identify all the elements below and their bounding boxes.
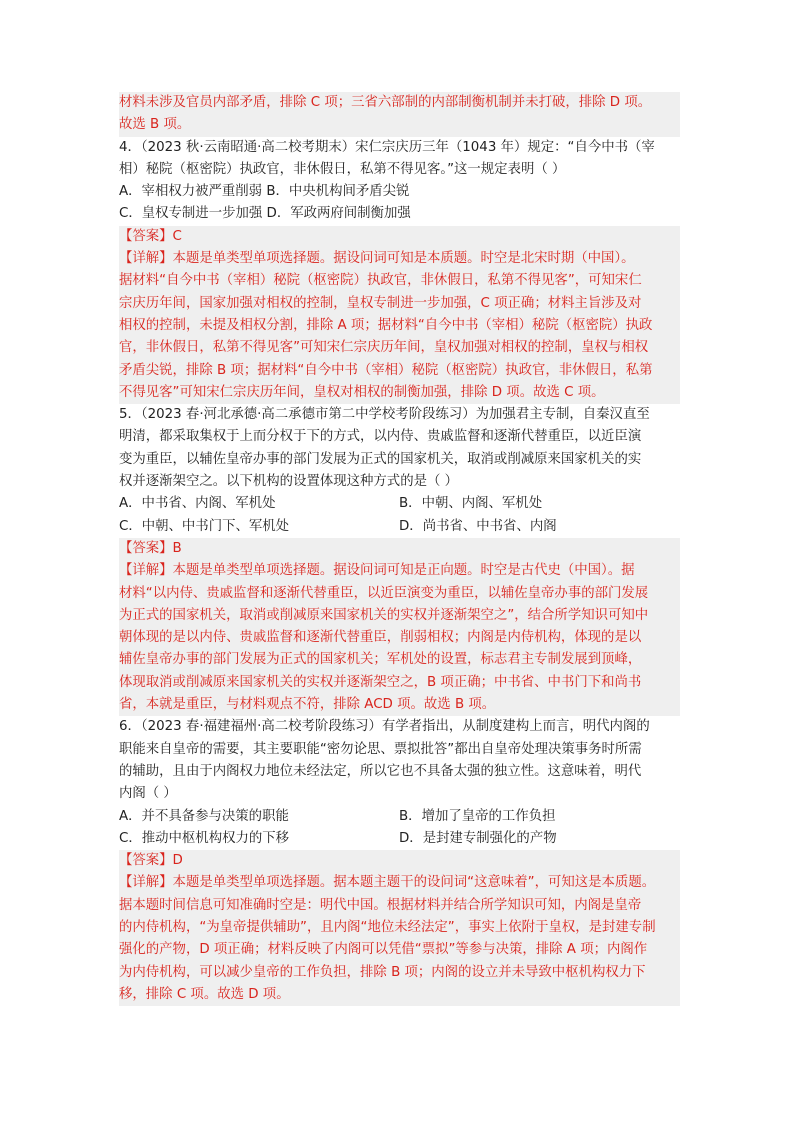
document-page — [119, 92, 680, 1006]
option-a: A．中书省、内阁、军机处 — [119, 496, 276, 512]
explanation-line: 移，排除 C 项。故选 D 项。 — [119, 986, 290, 1002]
explanation-line: 据本题时间信息可知准确时空是：明代中国。根据材料并结合所学知识可知，内阁是皇帝 — [119, 897, 642, 913]
question-stem-line: 内阁（ ） — [119, 786, 177, 802]
explanation-line: 为内侍机构，可以减少皇帝的工作负担，排除 B 项；内阁的设立并未导致中枢机构权力下 — [119, 964, 646, 980]
question-stem-line: 相）秘院（枢密院）执政官，非休假日，私第不得见客。”这一规定表明（ ） — [119, 161, 566, 177]
question-4 — [119, 137, 680, 405]
option-row — [119, 806, 680, 828]
option-d: D．尚书省、中书省、内阁 — [399, 518, 557, 534]
option-row — [119, 828, 680, 850]
text-line: 故选 B 项。 — [119, 117, 191, 133]
explanation-line: 的内侍机构，“为皇帝提供辅助”，且内阁“地位未经法定”，事实上依附于皇权，是封建专制 — [119, 919, 656, 935]
explanation-line: 朝体现的是以内侍、贵戚监督和逐渐代替重臣，削弱相权；内阁是内侍机构，体现的是以 — [119, 630, 642, 646]
answer-block — [119, 538, 680, 716]
question-5 — [119, 404, 680, 716]
explanation-line: 宗庆历年间，国家加强对相权的控制，皇权专制进一步加强，C 项正确；材料主旨涉及对 — [119, 295, 642, 311]
question-stem-line: 权并逐渐架空之。以下机构的设置体现这种方式的是（ ） — [119, 474, 459, 490]
explanation-line: 【详解】本题是单类型单项选择题。据本题主题干的设问词“这意味着”，可知这是本质题。 — [119, 875, 656, 891]
explanation-line: 材料“以内侍、贵戚监督和逐渐代替重臣，以近臣演变为重臣，以辅佐皇帝办事的部门发展 — [119, 585, 649, 601]
option-row — [119, 493, 680, 515]
text-line: 材料未涉及官员内部矛盾，排除 C 项；三省六部制的内部制衡机制并未打破，排除 D 项。 — [119, 95, 652, 110]
option-a: A．并不具备参与决策的职能 — [119, 808, 289, 824]
option-d: D．是封建专制强化的产物 — [399, 830, 557, 846]
explanation-line: 【详解】本题是单类型单项选择题。据设问词可知是正向题。时空是古代史（中国）。据 — [119, 563, 635, 579]
option-c: C．推动中枢机构权力的下移 — [119, 830, 290, 846]
previous-explanation-tail — [119, 92, 680, 137]
question-stem-line: 5．（2023 春·河北承德·高二承德市第二中学校考阶段练习）为加强君主专制，自秦汉直至 — [119, 407, 650, 423]
question-stem-line: 职能来自皇帝的需要，其主要职能“密勿论思、票拟批答”都出自皇帝处理决策事务时所需 — [119, 741, 642, 757]
option-row — [119, 516, 680, 538]
answer-label: 【答案】C — [119, 228, 182, 244]
option-line: C．皇权专制进一步加强 D．军政两府间制衡加强 — [119, 206, 411, 222]
answer-label: 【答案】D — [119, 853, 183, 869]
question-6 — [119, 716, 680, 1006]
explanation-line: 矛盾尖锐，排除 B 项；据材料“自今中书（宰相）秘院（枢密院）执政官，非休假日，私第 — [119, 362, 653, 378]
answer-block — [119, 850, 680, 1006]
answer-block — [119, 226, 680, 404]
explanation-line: 强化的产物，D 项正确；材料反映了内阁可以凭借“票拟”等参与决策，排除 A 项；内阁作 — [119, 942, 648, 958]
explanation-line: 相权的控制，未提及相权分割，排除 A 项；据材料“自今中书（宰相）秘院（枢密院）执政 — [119, 317, 653, 333]
explanation-line: 据材料“自今中书（宰相）秘院（枢密院）执政官，非休假日，私第不得见客”，可知宋仁 — [119, 273, 642, 289]
explanation-line: 辅佐皇帝办事的部门发展为正式的国家机关；军机处的设置，标志君主专制发展到顶峰， — [119, 652, 642, 668]
question-stem-line: 4．（2023 秋·云南昭通·高二校考期末）宋仁宗庆历三年（1043 年）规定：“自今中书（宰 — [119, 139, 655, 155]
question-stem-line: 变为重臣，以辅佐皇帝办事的部门发展为正式的国家机关，取消或削减原来国家机关的实 — [119, 451, 642, 467]
answer-label: 【答案】B — [119, 540, 182, 556]
explanation-line: 省，本就是重臣，与材料观点不符，排除 ACD 项。故选 B 项。 — [119, 697, 496, 713]
explanation-line: 官，非休假日，私第不得见客”可知宋仁宗庆历年间，皇权加强对相权的控制，皇权与相权 — [119, 340, 649, 356]
question-stem-line: 的辅助，且由于内阁权力地位未经法定，所以它也不具备太强的独立性。这意味着，明代 — [119, 763, 642, 779]
explanation-line: 【详解】本题是单类型单项选择题。据设问词可知是本质题。时空是北宋时期（中国）。 — [119, 251, 635, 267]
explanation-line: 不得见客”可知宋仁宗庆历年间，皇权对相权的制衡加强，排除 D 项。故选 C 项。 — [119, 384, 605, 400]
option-c: C．中朝、中书门下、军机处 — [119, 518, 290, 534]
option-b: B．中朝、内阁、军机处 — [399, 496, 543, 512]
option-b: B．增加了皇帝的工作负担 — [399, 808, 556, 824]
option-line: A．宰相权力被严重削弱 B．中央机构间矛盾尖锐 — [119, 184, 410, 200]
question-stem-line: 明清，都采取集权于上而分权于下的方式，以内侍、贵戚监督和逐渐代替重臣，以近臣演 — [119, 429, 642, 445]
question-stem-line: 6．（2023 春·福建福州·高二校考阶段练习）有学者指出，从制度建构上而言，明代内阁的 — [119, 719, 650, 735]
explanation-line: 为正式的国家机关，取消或削减原来国家机关的实权并逐渐架空之”，结合所学知识可知中 — [119, 607, 649, 623]
explanation-line: 体现取消或削减原来国家机关的实权并逐渐架空之，B 项正确；中书省、中书门下和尚书 — [119, 674, 642, 690]
